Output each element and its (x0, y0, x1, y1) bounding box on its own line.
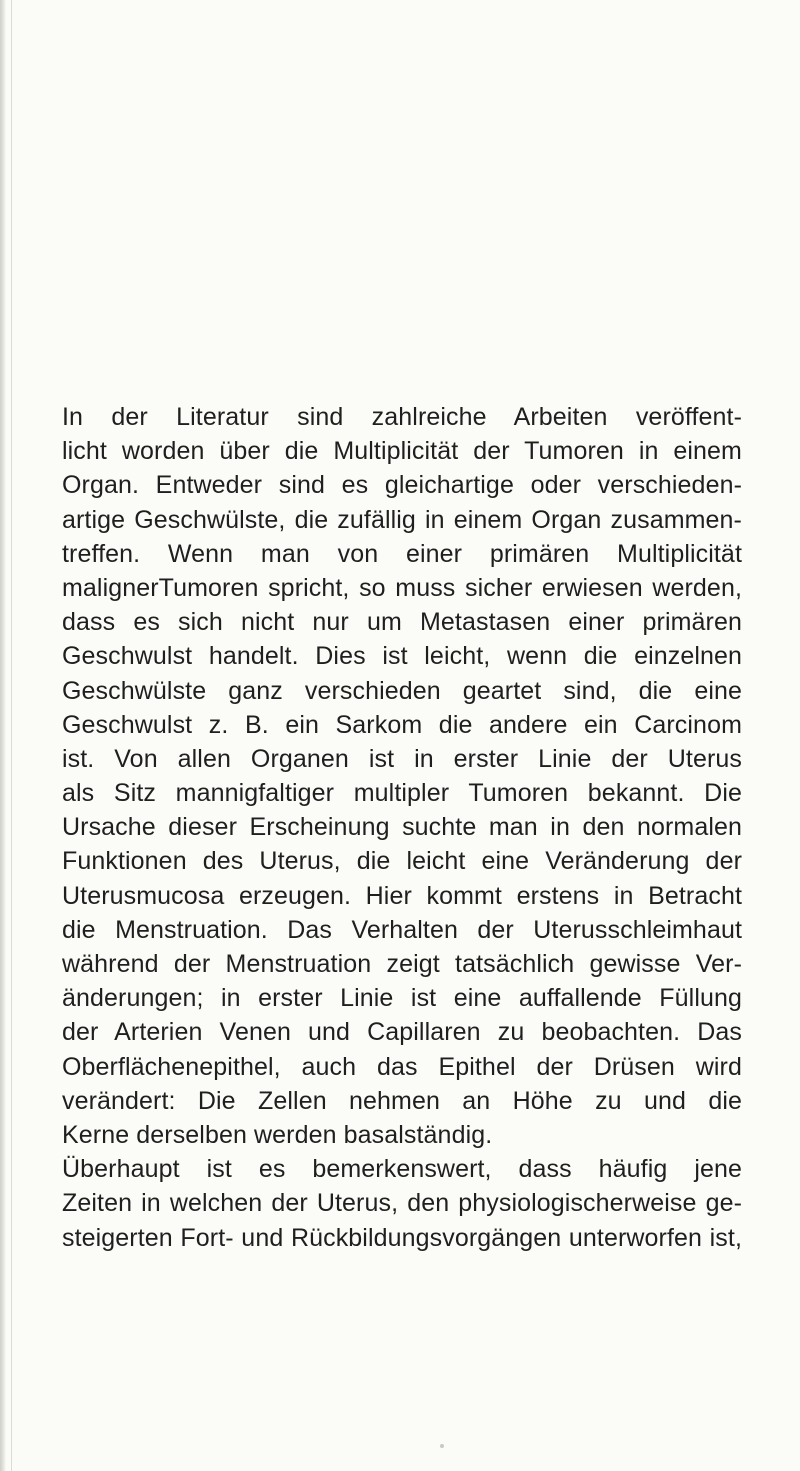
text-line: dass es sich nicht nur um Metastasen einer primären (62, 608, 742, 637)
paragraph-2 (62, 1152, 742, 1255)
paper-speck (440, 1444, 444, 1448)
text-line: Uterusmucosa erzeugen. Hier kommt erstens in Betracht (62, 881, 742, 910)
page-edge-line (11, 0, 12, 1471)
text-line: der Arterien Venen und Capillaren zu beobachten. Das (62, 1018, 742, 1047)
text-line: als Sitz mannigfaltiger multipler Tumoren bekannt. Die (62, 779, 742, 808)
paragraph-1 (62, 400, 742, 1152)
text-line: licht worden über die Multiplicität der Tumoren in einem (62, 437, 742, 466)
text-line: treffen. Wenn man von einer primären Multiplicität (62, 539, 742, 568)
text-line: änderungen; in erster Linie ist eine auffallende Füllung (62, 984, 742, 1013)
text-line: die Menstruation. Das Verhalten der Uterusschleimhaut (62, 915, 742, 944)
text-line: Ursache dieser Erscheinung suchte man in den normalen (62, 813, 742, 842)
text-line: Oberflächenepithel, auch das Epithel der Drüsen wird (62, 1052, 742, 1081)
text-line: Kerne derselben werden basalständig. (62, 1120, 493, 1149)
text-line: verändert: Die Zellen nehmen an Höhe zu und die (62, 1086, 742, 1115)
text-line: artige Geschwülste, die zufällig in einem Organ zusammen- (62, 505, 742, 534)
text-line: ist. Von allen Organen ist in erster Linie der Uterus (62, 744, 742, 773)
text-line: Geschwulst handelt. Dies ist leicht, wenn die einzelnen (62, 642, 742, 671)
body-text (62, 400, 742, 1255)
text-line: In der Literatur sind zahlreiche Arbeiten veröffent- (62, 403, 742, 431)
page-binding-edge (0, 0, 6, 1471)
text-line: während der Menstruation zeigt tatsächlich gewisse Ver- (62, 950, 742, 978)
text-line: steigerten Fort- und Rückbildungsvorgängen unterworfen ist, (62, 1223, 742, 1252)
text-line: Funktionen des Uterus, die leicht eine Veränderung der (62, 847, 742, 876)
text-line: Überhaupt ist es bemerkenswert, dass häufig jene (62, 1155, 742, 1184)
text-line: Zeiten in welchen der Uterus, den physiologischerweise ge- (62, 1189, 742, 1218)
text-line: Geschwulst z. B. ein Sarkom die andere ein Carcinom (62, 710, 742, 739)
text-line: malignerTumoren spricht, so muss sicher erwiesen werden, (62, 573, 742, 602)
text-line: Geschwülste ganz verschieden geartet sind, die eine (62, 676, 742, 705)
text-line: Organ. Entweder sind es gleichartige oder verschieden- (62, 471, 742, 500)
